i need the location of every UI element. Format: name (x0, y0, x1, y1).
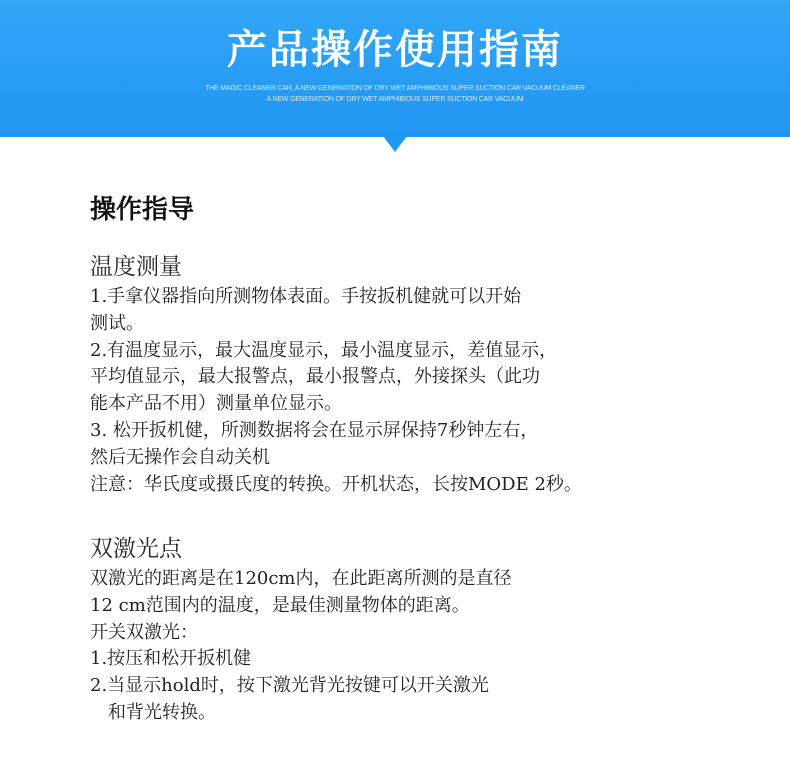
instruction-line: 能本产品不用）测量单位显示。 (90, 393, 342, 415)
instruction-line: 平均值显示，最大报警点，最小报警点，外接探头（此功 (90, 366, 540, 388)
instruction-line: 1.手拿仪器指向所测物体表面。手按扳机健就可以开始 (90, 286, 522, 307)
instruction-line: 和背光转换。 (108, 701, 216, 723)
header-banner (0, 0, 790, 137)
temperature-measurement-title: 温度测量 (90, 254, 182, 280)
instruction-line: 1.按压和松开扳机健 (90, 648, 252, 670)
instruction-line: 开关双激光： (90, 621, 198, 643)
instruction-line: 3. 松开扳机健，所测数据将会在显示屏保持7秒钟左右， (90, 419, 539, 441)
instruction-line: 12 cm范围内的温度，是最佳测量物体的距离。 (90, 594, 470, 616)
banner-pointer-arrow (383, 136, 407, 152)
dual-laser-instructions (90, 566, 730, 727)
banner-title: 产品操作使用指南 (227, 27, 563, 73)
instruction-line: 2.当显示hold时，按下激光背光按键可以开关激光 (90, 675, 489, 697)
temperature-measurement-section (90, 250, 730, 498)
instruction-line: 测试。 (90, 312, 144, 334)
note-line: 注意：华氏度或摄氏度的转换。开机状态，长按MODE 2秒。 (90, 473, 582, 495)
temperature-instructions (90, 284, 730, 498)
banner-subtitle-line-2: A NEW GENERATION OF DRY WET AMPHIBIOUS SUPER SUCTION CAR VACUUM (266, 96, 524, 103)
section-heading: 操作指导 (90, 195, 195, 225)
instruction-line: 然后无操作会自动关机 (90, 446, 270, 468)
instruction-line: 2.有温度显示，最大温度显示，最小温度显示，差值显示， (90, 339, 558, 361)
dual-laser-section (90, 532, 730, 727)
banner-subtitle-line-1: THE MAGIC CLEANER CAR, A NEW GENERATION OF DRY WET AMPHIBIOUS SUPER SUCTION CAR VACUUM CLEANER (205, 85, 585, 92)
dual-laser-title: 双激光点 (90, 536, 182, 562)
instruction-line: 双激光的距离是在120cm内，在此距离所测的是直径 (90, 568, 512, 589)
